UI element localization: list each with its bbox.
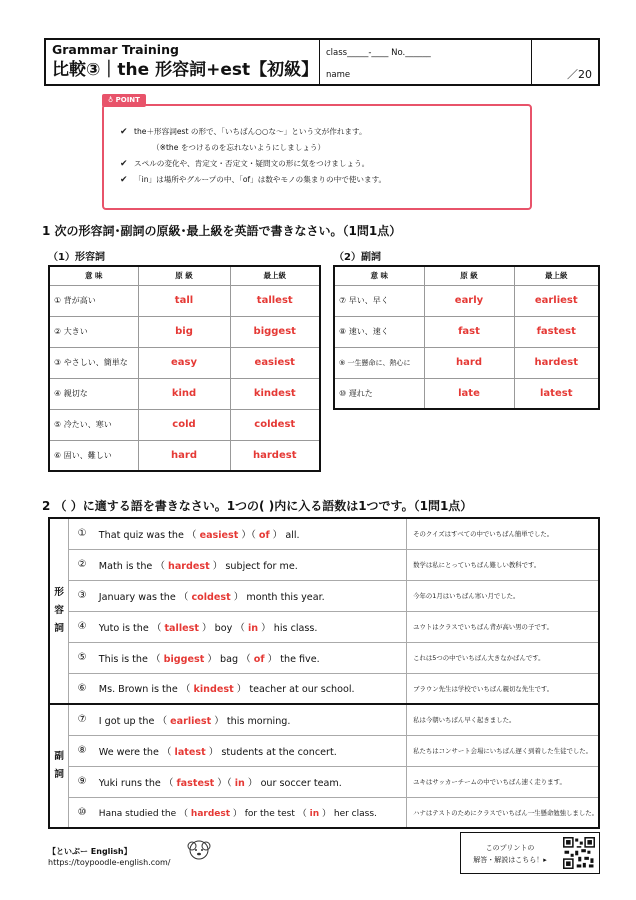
superlative-answer: kindest: [230, 378, 320, 409]
base-answer: kind: [138, 378, 230, 409]
table-row: [49, 611, 599, 642]
answer-word: biggest: [163, 653, 205, 665]
answer-word: hardest: [168, 560, 210, 572]
english-sentence: [95, 797, 407, 828]
question-number: ⑩: [69, 797, 95, 828]
superlative-answer: hardest: [514, 347, 599, 378]
adjective-table: [48, 265, 321, 472]
sentence-fragment: ） for the test （: [230, 808, 310, 819]
title-block: [46, 40, 320, 84]
table-row: [49, 285, 320, 316]
col-superlative: 最上級: [514, 266, 599, 285]
table-row: [49, 440, 320, 471]
brand-name: 【といぷー English】: [48, 847, 132, 856]
group-char: 副: [54, 751, 64, 762]
answer-word: coldest: [191, 591, 231, 603]
english-sentence: [95, 518, 407, 549]
answer-word: in: [234, 777, 245, 789]
answer-word: easiest: [199, 529, 239, 541]
english-sentence: [95, 735, 407, 766]
group-char: 詞: [54, 623, 64, 634]
meaning-cell: ⑥ 固い、難しい: [49, 440, 138, 471]
table-row: [49, 549, 599, 580]
meaning-cell: ③ やさしい、簡単な: [49, 347, 138, 378]
question-number: ②: [69, 549, 95, 580]
sentence-fragment: ）（: [214, 777, 235, 789]
point-line-1: ✔ the＋形容詞est の形で、「いちばん○○な～」という文が作れます。: [134, 124, 520, 140]
sentence-fragment: ） the five.: [264, 653, 320, 665]
adjective-label: （1）形容詞: [48, 252, 105, 263]
base-answer: hard: [424, 347, 514, 378]
check-icon: ✔: [120, 159, 128, 169]
base-answer: easy: [138, 347, 230, 378]
table-row: [334, 347, 599, 378]
question-number: ⑨: [69, 766, 95, 797]
japanese-translation: 私たちはコンサート会場にいちばん遅く到着した生徒でした。: [407, 735, 599, 766]
name-field-label: name: [326, 70, 351, 80]
japanese-translation: 今年の1月はいちばん寒い月でした。: [407, 580, 599, 611]
table-row: [49, 673, 599, 704]
japanese-translation: ブラウン先生は学校でいちばん親切な先生です。: [407, 673, 599, 704]
section1-heading: 1 次の形容詞･副詞の原級･最上級を英語で書きなさい。（1問1点）: [42, 224, 402, 238]
sentence-fragment: ） teacher at our school.: [233, 684, 355, 696]
col-meaning: 意 味: [334, 266, 424, 285]
base-answer: early: [424, 285, 514, 316]
col-meaning: 意 味: [49, 266, 138, 285]
point-line-4: ✔ 「in」は場所やグループの中、「of」は数やモノの集まりの中で使います。: [134, 172, 520, 188]
superlative-answer: earliest: [514, 285, 599, 316]
question-number: ④: [69, 611, 95, 642]
point-tag: ♁ POINT: [102, 94, 146, 107]
base-answer: tall: [138, 285, 230, 316]
base-answer: fast: [424, 316, 514, 347]
question-number: ③: [69, 580, 95, 611]
answer-word: fastest: [176, 777, 215, 789]
meaning-cell: ⑩ 遅れた: [334, 378, 424, 409]
japanese-translation: これは5つの中でいちばん大きなかばんです。: [407, 642, 599, 673]
japanese-translation: ユウトはクラスでいちばん背が高い男の子です。: [407, 611, 599, 642]
group-label-adverb: [49, 704, 69, 828]
adverb-label: （2）副詞: [334, 252, 381, 263]
sentence-fragment: ） her class.: [319, 808, 377, 819]
col-base: 原 級: [138, 266, 230, 285]
worksheet-subtitle: Grammar Training: [52, 42, 179, 57]
sentence-fragment: ）（: [238, 529, 259, 541]
answer-word: tallest: [164, 622, 199, 634]
score-field: ／20: [567, 68, 592, 81]
answer-word: of: [258, 529, 270, 541]
meaning-cell: ⑨ 一生懸命に、熱心に: [334, 347, 424, 378]
japanese-translation: そのクイズはすべての中でいちばん簡単でした。: [407, 518, 599, 549]
english-sentence: [95, 704, 407, 735]
point-box: [102, 104, 532, 210]
english-sentence: [95, 611, 407, 642]
worksheet-title: 比較③｜the 形容詞+est【初級】: [52, 60, 319, 80]
english-sentence: [95, 580, 407, 611]
col-base: 原 級: [424, 266, 514, 285]
table-row: [49, 642, 599, 673]
sentence-fragment: That quiz was the （: [98, 529, 200, 541]
answer-word: kindest: [193, 684, 234, 696]
adverb-table: [333, 265, 600, 410]
meaning-cell: ⑦ 早い、早く: [334, 285, 424, 316]
table-row: [49, 735, 599, 766]
superlative-answer: easiest: [230, 347, 320, 378]
meaning-cell: ① 背が高い: [49, 285, 138, 316]
group-char: 詞: [54, 769, 64, 780]
table-row: [49, 518, 599, 549]
base-answer: late: [424, 378, 514, 409]
poodle-mascot-icon: [184, 836, 214, 866]
group-char: 容: [54, 605, 64, 616]
question-number: ⑧: [69, 735, 95, 766]
sentence-fragment: ） our soccer team.: [244, 777, 342, 789]
table-row: [49, 347, 320, 378]
superlative-answer: biggest: [230, 316, 320, 347]
table-row: [49, 797, 599, 828]
sentence-fragment: ） students at the concert.: [205, 746, 337, 758]
superlative-answer: latest: [514, 378, 599, 409]
japanese-translation: 私は今朝いちばん早く起きました。: [407, 704, 599, 735]
sentence-fragment: This is the （: [98, 653, 164, 665]
meaning-cell: ⑤ 冷たい、寒い: [49, 409, 138, 440]
table-row: [49, 766, 599, 797]
fill-in-table: [48, 517, 600, 829]
sentence-fragment: ） month this year.: [230, 591, 325, 603]
japanese-translation: 数学は私にとっていちばん難しい教科です。: [407, 549, 599, 580]
sentence-fragment: ） all.: [269, 529, 300, 541]
sentence-fragment: Math is the （: [98, 560, 168, 572]
table-row: [334, 316, 599, 347]
answer-word: in: [247, 622, 259, 634]
superlative-answer: coldest: [230, 409, 320, 440]
lightbulb-icon: ♁: [108, 96, 116, 104]
answer-word: earliest: [170, 715, 212, 727]
table-row: [49, 316, 320, 347]
class-number-field: class_____-____ No.______: [326, 48, 431, 58]
base-answer: cold: [138, 409, 230, 440]
point-line-2: （※the をつけるのを忘れないようにしましょう）: [152, 143, 326, 152]
base-answer: big: [138, 316, 230, 347]
section2-heading: 2 （ ）に適する語を書きなさい。1つの( )内に入る語数は1つです。（1問1点）: [42, 499, 473, 513]
table-row: [49, 409, 320, 440]
base-answer: hard: [138, 440, 230, 471]
answer-word: latest: [174, 746, 206, 758]
meaning-cell: ⑧ 速い、速く: [334, 316, 424, 347]
question-number: ⑦: [69, 704, 95, 735]
table-row: [49, 704, 599, 735]
sentence-fragment: ） his class.: [258, 622, 318, 634]
answer-link-text: このプリントの 解答・解説はこちら！▸: [473, 844, 547, 864]
col-superlative: 最上級: [230, 266, 320, 285]
sentence-fragment: ） boy （: [198, 622, 248, 634]
table-row: [49, 580, 599, 611]
english-sentence: [95, 549, 407, 580]
question-number: ①: [69, 518, 95, 549]
english-sentence: [95, 673, 407, 704]
superlative-answer: fastest: [514, 316, 599, 347]
meaning-cell: ② 大きい: [49, 316, 138, 347]
answer-link-box[interactable]: [460, 832, 600, 874]
check-icon: ✔: [120, 175, 128, 185]
answer-word: of: [253, 653, 265, 665]
sentence-fragment: We were the （: [98, 746, 175, 758]
superlative-answer: hardest: [230, 440, 320, 471]
sentence-fragment: ） bag （: [204, 653, 254, 665]
table-row: [334, 285, 599, 316]
sentence-fragment: ） this morning.: [211, 715, 291, 727]
english-sentence: [95, 766, 407, 797]
question-number: ⑥: [69, 673, 95, 704]
worksheet-header: [44, 38, 600, 86]
sentence-fragment: Ms. Brown is the （: [98, 684, 194, 696]
answer-word: in: [309, 808, 320, 819]
sentence-fragment: January was the （: [98, 591, 192, 603]
site-url[interactable]: https://toypoodle-english.com/: [48, 858, 171, 867]
question-number: ⑤: [69, 642, 95, 673]
table-row: [334, 378, 599, 409]
meaning-cell: ④ 親切な: [49, 378, 138, 409]
table-row: [49, 378, 320, 409]
sentence-fragment: I got up the （: [98, 715, 171, 727]
student-info-block: [320, 40, 532, 84]
sentence-fragment: Hana studied the （: [98, 808, 191, 819]
superlative-answer: tallest: [230, 285, 320, 316]
group-label-adjective: [49, 518, 69, 704]
answer-word: hardest: [190, 808, 231, 819]
qr-code-icon[interactable]: [563, 837, 595, 869]
sentence-fragment: Yuki runs the （: [98, 777, 177, 789]
point-line-3: ✔ スペルの変化や、肯定文・否定文・疑問文の形に気をつけましょう。: [134, 156, 520, 172]
english-sentence: [95, 642, 407, 673]
sentence-fragment: Yuto is the （: [98, 622, 165, 634]
sentence-fragment: ） subject for me.: [209, 560, 298, 572]
check-icon: ✔: [120, 127, 128, 137]
group-char: 形: [54, 587, 64, 598]
japanese-translation: ハナはテストのためにクラスでいちばん一生懸命勉強しました。: [407, 797, 599, 828]
japanese-translation: ユキはサッカーチームの中でいちばん速く走ります。: [407, 766, 599, 797]
